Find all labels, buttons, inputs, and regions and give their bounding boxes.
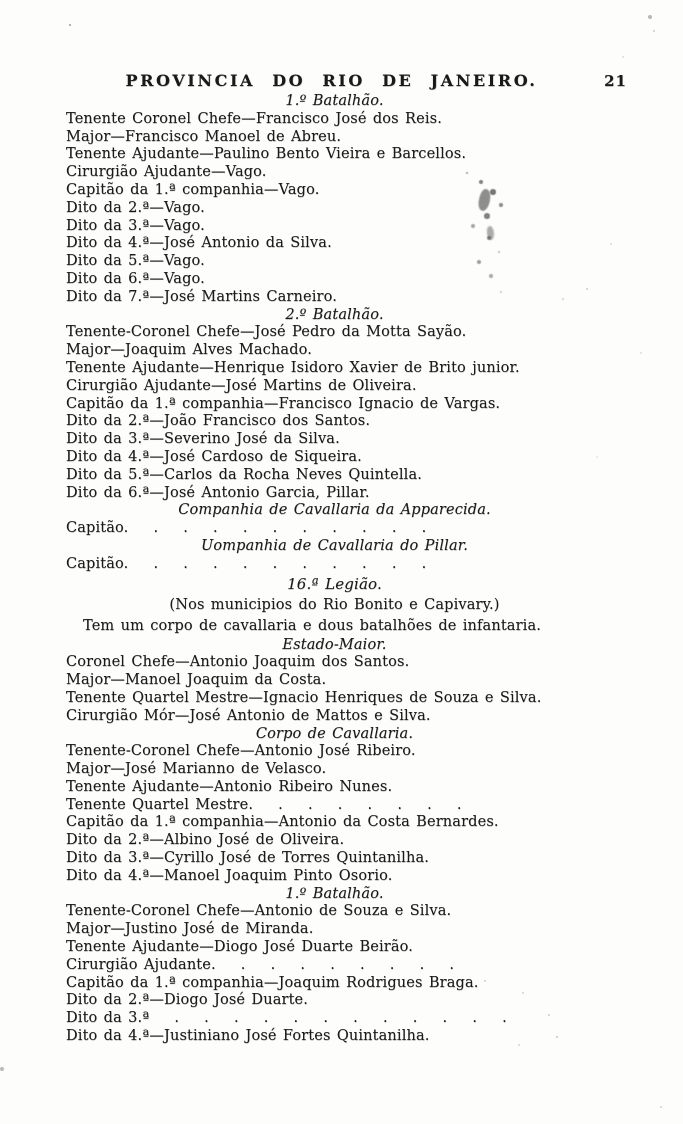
section-heading: Corpo de Cavallaria. [255,725,414,742]
roster-entry: Major—Francisco Manoel de Abreu. [66,128,342,145]
roster-entry: Major—Justino José de Miranda. [66,921,314,938]
roster-entry: Tenente Ajudante—Paulino Bento Vieira e Barcellos. [66,146,467,163]
section-note: (Nos municipios do Rio Bonito e Capivary.) [169,596,500,613]
roster-entry: Dito da 2.ª—João Francisco dos Santos. [66,413,371,430]
roster-entry: Major—Manoel Joaquim da Costa. [66,672,327,689]
roster-entry: Major—Joaquim Alves Machado. [66,342,313,359]
roster-entry: Cirurgião Ajudante—Vago. [66,164,267,181]
roster-entry: Dito da 4.ª—José Antonio da Silva. [66,235,332,252]
section-paragraph: Tem um corpo de cavallaria e dous batalhões de infantaria. [83,617,542,634]
roster-entry: Dito da 3.ª—Vago. [66,217,205,234]
running-head [0,71,683,91]
roster-entry: Tenente-Coronel Chefe—José Pedro da Motta Sayão. [66,324,467,341]
ink-smudge-specks [0,0,2,2]
roster-entry: Dito da 4.ª—Manoel Joaquim Pinto Osorio. [66,867,393,884]
section-heading: Estado-Maior. [282,636,387,653]
roster-entry: Dito da 3.ª—Cyrillo José de Torres Quintanilha. [66,850,430,867]
roster-entry: Tenente-Coronel Chefe—Antonio de Souza e Silva. [66,903,452,920]
roster-entry: Dito da 7.ª—José Martins Carneiro. [66,288,337,305]
roster-entry: Dito da 4.ª—Justiniano José Fortes Quintanilha. [66,1028,430,1045]
roster-entry: Dito da 6.ª—José Antonio Garcia, Pillar. [66,484,370,501]
section-heading: Uompanhia de Cavallaria do Pillar. [201,537,468,554]
roster-entry: Dito da 2.ª—Vago. [66,199,205,216]
roster-entry: Capitão da 1.ª companhia—Joaquim Rodrigues Braga. [66,974,479,991]
roster-entry: Capitão da 1.ª companhia—Francisco Ignacio de Vargas. [66,395,501,412]
roster-entry: Dito da 2.ª—Diogo José Duarte. [66,992,309,1009]
roster-entry: Cirurgião Mór—José Antonio de Mattos e Silva. [66,707,431,724]
roster-entry: Dito da 4.ª—José Cardoso de Siqueira. [66,448,362,465]
section-heading: 2.º Batalhão. [285,306,384,323]
roster-entry: Dito da 6.ª—Vago. [66,270,205,287]
roster-entry: Tenente Ajudante—Diogo José Duarte Beirão. [66,939,414,956]
roster-entry-vacant: Tenente Quartel Mestre. . . . . . . . [66,796,462,813]
roster-entry: Capitão da 1.ª companhia—Vago. [66,181,320,198]
roster-entry-vacant: Cirurgião Ajudante. . . . . . . . . [66,956,455,973]
page-header-title: PROVINCIA DO RIO DE JANEIRO. [125,71,538,90]
roster-entry: Tenente Quartel Mestre—Ignacio Henriques de Souza e Silva. [66,689,542,706]
section-heading: 1.º Batalhão. [285,93,384,109]
roster-entry: Capitão da 1.ª companhia—Antonio da Costa Bernardes. [66,814,499,831]
roster-entry: Dito da 5.ª—Carlos da Rocha Neves Quintella. [66,466,423,483]
roster-entry: Tenente Coronel Chefe—Francisco José dos Reis. [66,110,442,127]
roster-entry: Dito da 5.ª—Vago. [66,253,205,270]
section-heading: 1.º Batalhão. [285,885,384,902]
roster-entry: Coronel Chefe—Antonio Joaquim dos Santos. [66,654,410,671]
roster-entry: Tenente-Coronel Chefe—Antonio José Ribeiro. [66,743,416,760]
roster-entry: Cirurgião Ajudante—José Martins de Oliveira. [66,377,417,394]
roster-entry: Tenente Ajudante—Antonio Ribeiro Nunes. [66,778,393,795]
section-heading: Companhia de Cavallaria da Apparecida. [178,502,491,519]
roster-entry: Dito da 2.ª—Albino José de Oliveira. [66,832,345,849]
roster-entry-vacant: Dito da 3.ª . . . . . . . . . . . . [66,1010,507,1027]
roster-entry: Dito da 3.ª—Severino José da Silva. [66,431,340,448]
roster-entry: Tenente Ajudante—Henrique Isidoro Xavier de Brito junior. [66,359,520,376]
roster-text-column [66,93,603,1046]
section-heading: 16.ª Legião. [287,574,382,593]
roster-entry: Major—José Marianno de Velasco. [66,761,327,778]
roster-entry-vacant: Capitão. . . . . . . . . . . [66,520,427,537]
roster-entry-vacant: Capitão. . . . . . . . . . . [66,555,427,572]
page-number: 21 [604,72,627,90]
